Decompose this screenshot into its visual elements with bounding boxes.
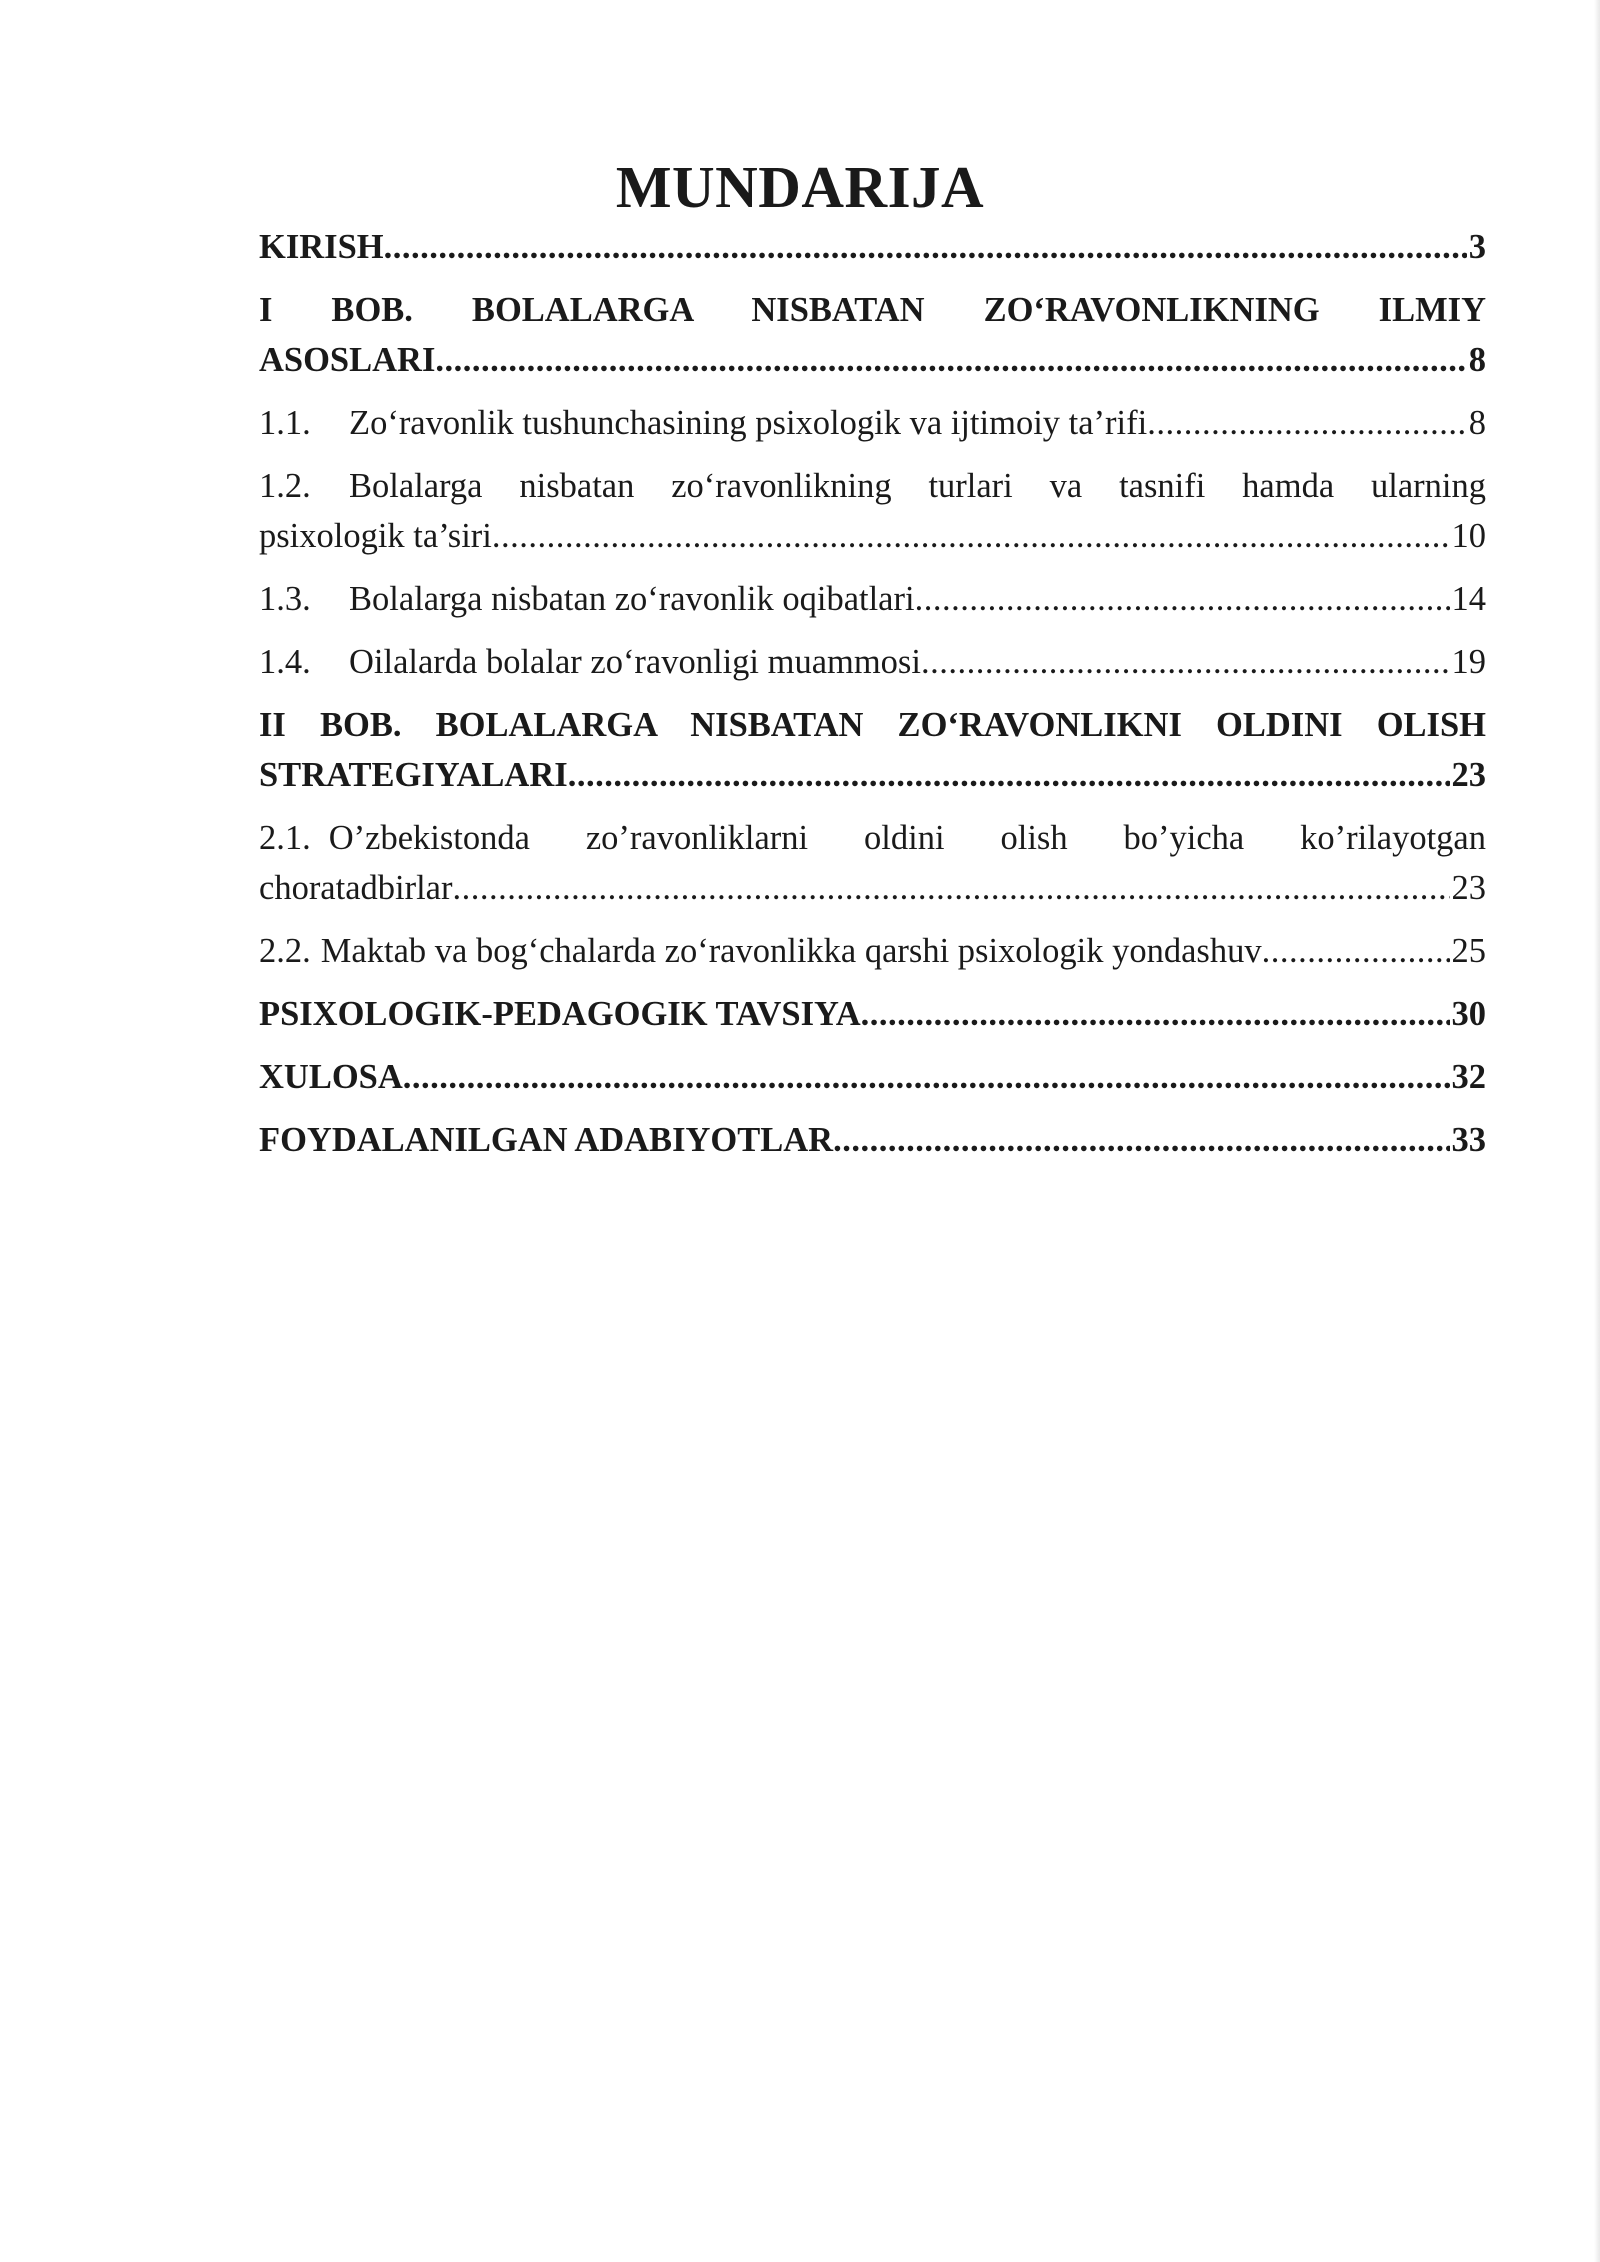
toc-entry-conclusion[interactable] [259, 1052, 1486, 1102]
toc-entry-references[interactable] [259, 1115, 1486, 1165]
toc-entry-kirish[interactable] [259, 222, 1486, 272]
toc-dot-leader [915, 574, 1450, 624]
toc-section-number: 1.4. [259, 643, 311, 681]
toc-entry-chapter-2[interactable] [259, 700, 1486, 800]
toc-section-number: 1.3. [259, 580, 311, 618]
toc-dot-leader [568, 750, 1450, 800]
toc-entry-label: Bolalarga nisbatan zo‘ravonlik oqibatlari [349, 580, 915, 618]
toc-entry-section-1-1[interactable] [259, 398, 1486, 448]
toc-page-number: 3 [1468, 228, 1486, 266]
toc-dot-leader [384, 222, 1467, 272]
toc-entry-section-1-4[interactable] [259, 637, 1486, 687]
toc-entry-label-line-1: O’zbekistonda zo’ravonliklarni oldini olish bo’yicha ko’rilayotgan [328, 819, 1486, 857]
toc-entry-label-line-1: I BOB. BOLALARGA NISBATAN ZO‘RAVONLIKNING ILMIY [259, 291, 1486, 329]
toc-entry-label-line-1: Bolalarga nisbatan zo‘ravonlikning turlari va tasnifi hamda ularning [349, 467, 1486, 505]
table-of-contents [259, 222, 1486, 1178]
toc-dot-leader [452, 863, 1449, 913]
toc-dot-leader [492, 511, 1450, 561]
toc-page-number: 23 [1451, 756, 1486, 794]
toc-entry-chapter-1[interactable] [259, 285, 1486, 385]
toc-entry-label: XULOSA [259, 1058, 403, 1096]
toc-entry-label: Oilalarda bolalar zo‘ravonligi muammosi [349, 643, 921, 681]
toc-entry-recommendation[interactable] [259, 989, 1486, 1039]
toc-entry-label: Zo‘ravonlik tushunchasining psixologik va ijtimoiy ta’rifi [349, 404, 1148, 442]
toc-page-number: 30 [1451, 995, 1486, 1033]
toc-dot-leader [921, 637, 1450, 687]
toc-section-number: 2.1. [259, 819, 311, 857]
toc-entry-label-line-1: II BOB. BOLALARGA NISBATAN ZO‘RAVONLIKNI OLDINI OLISH [259, 706, 1486, 744]
toc-section-number: 2.2. [259, 932, 311, 970]
toc-section-number: 1.2. [259, 467, 311, 505]
toc-page-number: 8 [1468, 341, 1486, 379]
toc-page-number: 32 [1451, 1058, 1486, 1096]
toc-page-number: 10 [1451, 517, 1486, 555]
toc-page-number: 19 [1451, 643, 1486, 681]
toc-page-number: 23 [1451, 869, 1486, 907]
toc-dot-leader [1262, 926, 1450, 976]
page-title: MUNDARIJA [615, 154, 985, 220]
toc-entry-label: PSIXOLOGIK-PEDAGOGIK TAVSIYA [259, 995, 861, 1033]
toc-entry-section-2-2[interactable] [259, 926, 1486, 976]
toc-entry-section-1-3[interactable] [259, 574, 1486, 624]
toc-entry-label: Maktab va bog‘chalarda zo‘ravonlikka qarshi psixologik yondashuv [320, 932, 1262, 970]
toc-dot-leader [1147, 398, 1467, 448]
toc-entry-label: KIRISH [259, 228, 384, 266]
toc-dot-leader [833, 1115, 1449, 1165]
toc-dot-leader [435, 335, 1466, 385]
toc-entry-section-1-2[interactable] [259, 461, 1486, 561]
toc-dot-leader [861, 989, 1450, 1039]
toc-entry-label: STRATEGIYALARI [259, 756, 568, 794]
toc-page-number: 33 [1451, 1121, 1486, 1159]
toc-entry-label: psixologik ta’siri [259, 517, 492, 555]
toc-page-number: 25 [1451, 932, 1486, 970]
toc-dot-leader [403, 1052, 1450, 1102]
toc-entry-label: FOYDALANILGAN ADABIYOTLAR [259, 1121, 834, 1159]
toc-section-number: 1.1. [259, 404, 311, 442]
toc-page-number: 14 [1451, 580, 1486, 618]
toc-entry-label: choratadbirlar [259, 869, 453, 907]
toc-entry-section-2-1[interactable] [259, 813, 1486, 913]
toc-entry-label: ASOSLARI [259, 341, 436, 379]
page-edge-shadow [1594, 0, 1600, 2262]
toc-page-number: 8 [1468, 404, 1486, 442]
